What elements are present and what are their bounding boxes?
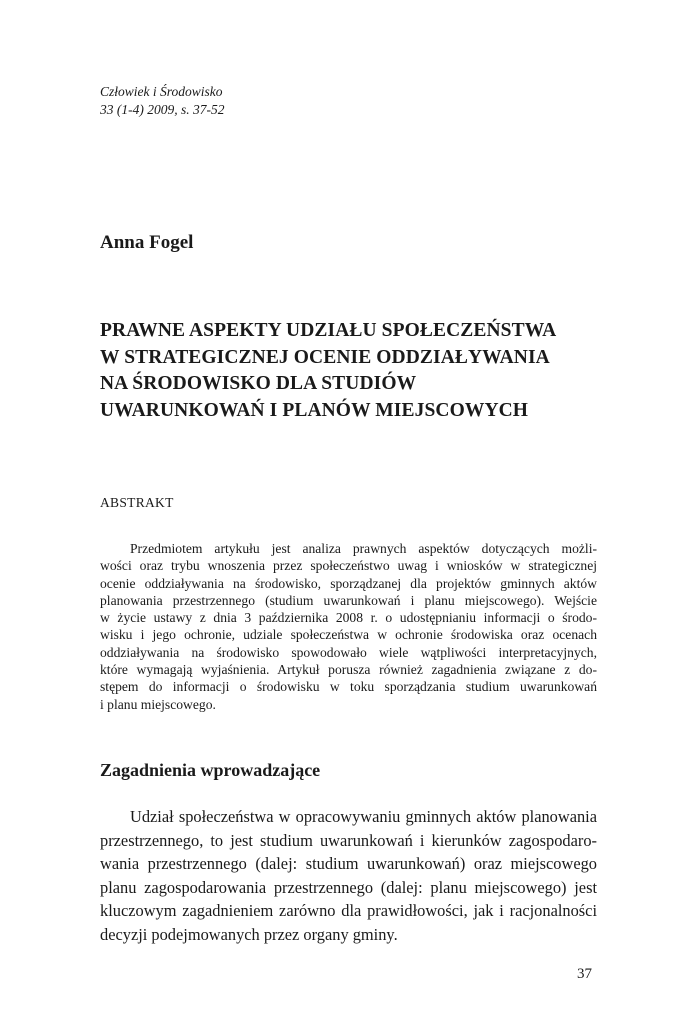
title-line: W STRATEGICZNEJ OCENIE ODDZIAŁYWANIA [100, 346, 550, 368]
author-name: Anna Fogel [100, 232, 194, 253]
journal-header [100, 83, 225, 119]
title-line: PRAWNE ASPEKTY UDZIAŁU SPOŁECZEŃSTWA [100, 320, 557, 341]
title-line: UWARUNKOWAŃ I PLANÓW MIEJSCOWYCH [100, 399, 529, 421]
abstract-line: które wymagają wyjaśnienia. Artykuł porusza również zagadnienia związane z do- [100, 662, 597, 678]
journal-name: Człowiek i Środowisko [100, 84, 223, 99]
paragraph-line: planu zagospodarowania przestrzennego (dalej: planu miejscowego) jest [100, 877, 597, 897]
abstract-line: stępem do informacji o środowisku w toku sporządzania studium uwarunkowań [100, 679, 597, 695]
abstract-line: oddziaływania na środowisko spowodowało wiele wątpliwości interpretacyjnych, [100, 644, 597, 660]
abstract-text [100, 540, 597, 713]
abstract-line: w życie ustawy z dnia 3 października 2008 r. o udostępnianiu informacji o środo- [100, 610, 597, 626]
paragraph-line: Udział społeczeństwa w opracowywaniu gminnych aktów planowania [130, 807, 597, 826]
abstract-label: ABSTRAKT [100, 495, 174, 510]
abstract-line: i planu miejscowego. [100, 696, 216, 712]
section-heading: Zagadnienia wprowadzające [100, 760, 321, 780]
title-line: NA ŚRODOWISKO DLA STUDIÓW [100, 373, 417, 394]
section-paragraph [100, 805, 597, 947]
abstract-line: ocenie oddziaływania na środowisko, sporządzanej dla projektów gminnych aktów [100, 575, 597, 591]
abstract-line: planowania przestrzennego (studium uwarunkowań i planu miejscowego). Wejście [100, 592, 597, 608]
page-number: 37 [577, 966, 592, 982]
abstract-line: wości oraz trybu wnoszenia przez społeczeństwo uwag i wniosków w strategicznej [100, 558, 597, 574]
paragraph-line: przestrzennego, to jest studium uwarunkowań i kierunków zagospodaro- [100, 830, 597, 850]
paragraph-line: decyzji podejmowanych przez organy gminy. [100, 924, 398, 944]
article-title [100, 318, 556, 424]
abstract-line: wisku i jego ochronie, udziale społeczeństwa w ochronie środowiska oraz ocenach [100, 627, 597, 643]
paragraph-line: kluczowym zagadnieniem zarówno dla prawidłowości, jak i racjonalności [100, 901, 597, 921]
journal-citation: 33 (1-4) 2009, s. 37-52 [100, 102, 225, 117]
paragraph-line: wania przestrzennego (dalej: studium uwarunkowań) oraz miejscowego [100, 854, 597, 874]
abstract-line: Przedmiotem artykułu jest analiza prawnych aspektów dotyczących możli- [130, 541, 597, 556]
